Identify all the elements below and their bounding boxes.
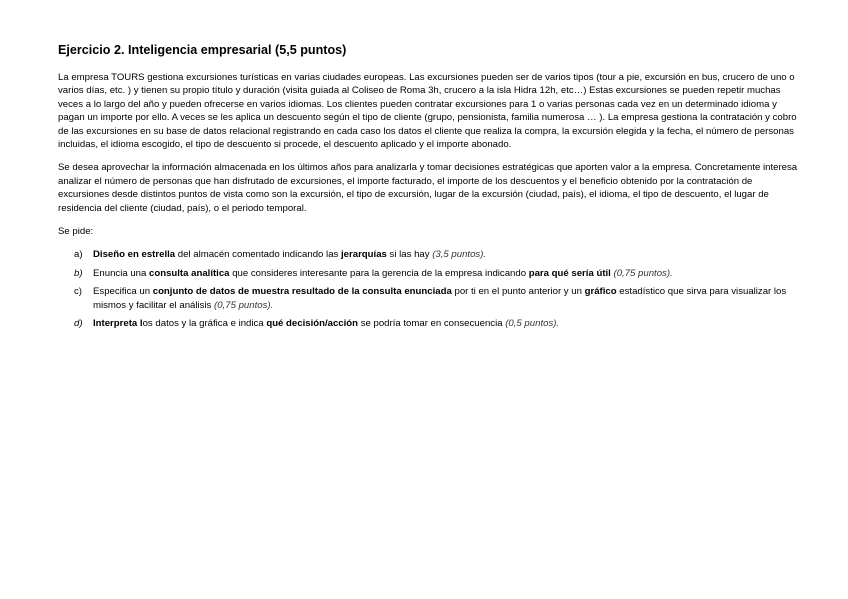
- task-marker-c: c): [74, 286, 82, 298]
- task-c-text-1: Especifica un: [93, 286, 153, 298]
- task-b-points: (0,75 puntos).: [613, 267, 673, 279]
- task-d-text-2: se podría tomar en consecuencia: [358, 318, 506, 330]
- task-b-bold-2: para qué sería útil: [528, 267, 611, 279]
- task-a-bold-2: jerarquías: [341, 249, 387, 261]
- task-item-c: [58, 285, 800, 312]
- task-d-bold-1: Interpreta l: [93, 318, 143, 330]
- task-item-d: [58, 317, 800, 330]
- intro-paragraph: La empresa TOURS gestiona excursiones turísticas en varias ciudades europeas. Las excursiones pueden ser de varios tipos (tour a pie, excursión en bus, crucero de uno o varios días, etc. ) y tienen su propio título y duración (visita guiada al Coliseo de Roma 3h, crucero a la isla Hidra 12h, etc…) Estas excursiones se pueden repetir muchas veces a lo largo del año y pueden ofrecerse en varios idiomas. Los clientes pueden contratar excursiones para 1 o varias personas cada vez en un determinado idioma y pagan un importe por ello. A veces se les aplica un descuento según el tipo de cliente (grupo, pensionista, familia numerosa … ). La empresa gestiona la contratación y cobro de las excursiones en su base de datos relacional registrando en cada caso los datos el cliente que realiza la compra, la excursión elegida y la fecha, el número de personas incluidas, el idioma escogido, el tipo de descuento si procede, el descuento aplicado y el importe abonado.: [58, 72, 797, 151]
- task-a-text-1: del almacén comentado indicando las: [175, 249, 341, 261]
- task-c-points: (0,75 puntos).: [214, 299, 274, 311]
- analysis-paragraph: Se desea aprovechar la información almacenada en los últimos años para analizarla y tomar decisiones estratégicas que aporten valor a la empresa. Concretamente interesa analizar el número de personas que han disfrutado de excursiones, el importe facturado, el importe de los descuentos y el beneficio obtenido por la contratación de excursiones desde distintos puntos de vista como son la excursión, el tipo de excursión, lugar de la excursión (ciudad, país), el idioma, el tipo de descuento, el lugar de residencia del cliente (ciudad, país), o el periodo temporal.: [58, 162, 798, 214]
- task-b-bold-1: consulta analítica: [149, 267, 230, 279]
- task-marker-d: d): [74, 318, 83, 330]
- task-d-bold-2: qué decisión/acción: [266, 318, 359, 330]
- task-item-a: [58, 248, 800, 261]
- task-a-points: (3,5 puntos).: [432, 249, 487, 261]
- task-d-points: (0,5 puntos).: [505, 318, 560, 330]
- task-a-text-2: si las hay: [386, 249, 433, 261]
- task-c-text-3: estadístico que sirva para visualizar los mismos y facilitar el análisis: [93, 286, 787, 311]
- task-b-text-2: que consideres interesante para la gerencia de la empresa indicando: [229, 267, 529, 279]
- se-pide-label: Se pide:: [58, 226, 94, 238]
- task-c-bold-1: conjunto de datos de muestra resultado de la consulta enunciada: [152, 286, 452, 298]
- task-marker-b: b): [74, 267, 83, 279]
- task-d-text-1: os datos y la gráfica e indica: [142, 318, 267, 330]
- task-a-bold-1: Diseño en estrella: [93, 249, 176, 261]
- exercise-title: Ejercicio 2. Inteligencia empresarial (5,5 puntos): [58, 43, 347, 57]
- task-marker-a: a): [74, 249, 83, 261]
- document-content: [58, 42, 800, 336]
- task-list: [58, 248, 800, 330]
- task-b-text-1: Enuncia una: [93, 267, 150, 279]
- task-item-b: [58, 267, 800, 280]
- task-c-text-2: por ti en el punto anterior y un: [451, 286, 585, 298]
- task-c-bold-2: gráfico: [584, 286, 617, 298]
